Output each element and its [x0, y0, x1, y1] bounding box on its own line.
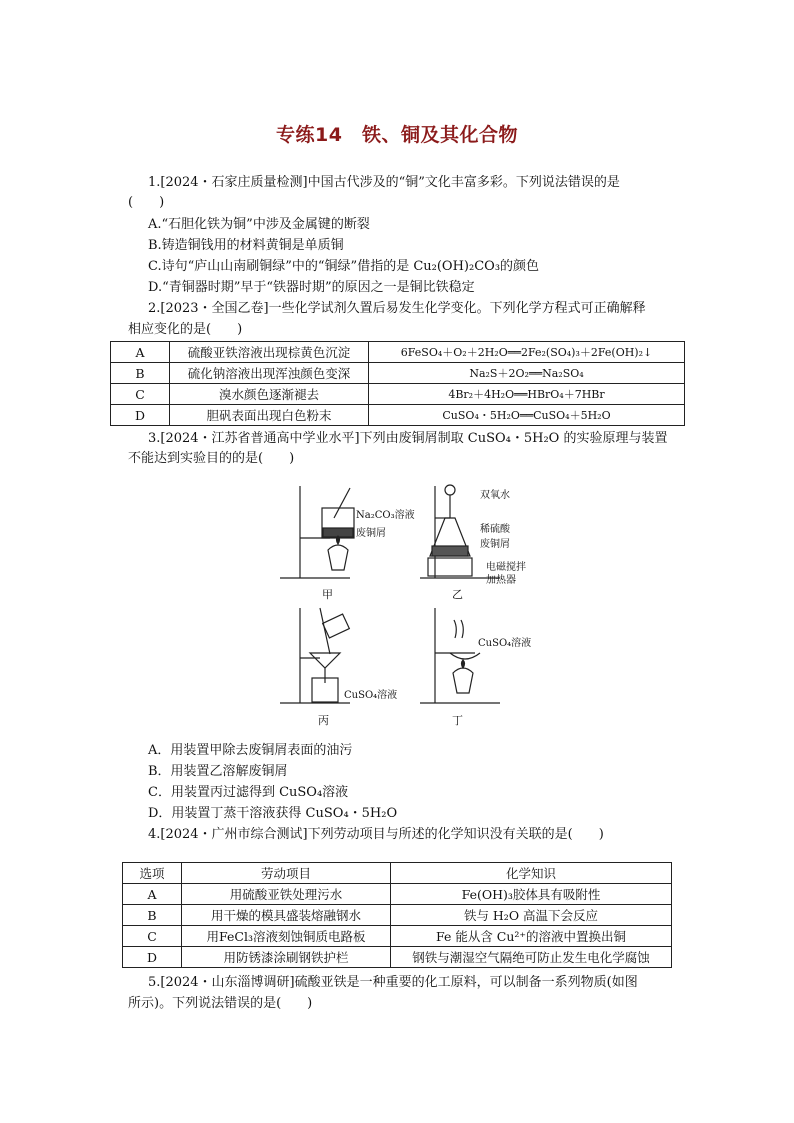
- table-row: [123, 947, 672, 968]
- table-cell: C: [111, 384, 170, 405]
- q1-option-a: A.“石胆化铁为铜”中涉及金属键的断裂: [148, 217, 370, 232]
- table-row: [111, 384, 685, 405]
- table-cell: CuSO₄・5H₂O══CuSO₄＋5H₂O: [369, 405, 685, 426]
- table-cell: 用FeCl₃溶液刻蚀铜质电路板: [182, 926, 391, 947]
- q3-option-b: B．用装置乙溶解废铜屑: [148, 764, 288, 779]
- q3-stem: 3.[2024・江苏省普通高中学业水平]下列由废铜屑制取 CuSO₄・5H₂O 的实验原理与装置: [148, 431, 668, 446]
- label-ding: 丁: [452, 714, 463, 727]
- table-cell: B: [123, 905, 182, 926]
- label-na2co3: Na₂CO₃溶液: [356, 510, 415, 521]
- q3-option-c: C．用装置丙过滤得到 CuSO₄溶液: [148, 785, 349, 800]
- table-cell: 用干燥的模具盛装熔融钢水: [182, 905, 391, 926]
- q4-table: [122, 862, 672, 968]
- label-yi: 乙: [452, 588, 463, 601]
- table-cell: A: [123, 884, 182, 905]
- table-header: 劳动项目: [182, 863, 391, 884]
- table-cell: 4Br₂＋4H₂O══HBrO₄＋7HBr: [369, 384, 685, 405]
- table-cell: Fe 能从含 Cu²⁺的溶液中置换出铜: [391, 926, 672, 947]
- label-cuso4-ding: CuSO₄溶液: [478, 638, 532, 649]
- table-cell: D: [111, 405, 170, 426]
- q5-stem: 5.[2024・山东淄博调研]硫酸亚铁是一种重要的化工原料，可以制备一系列物质(如图: [148, 975, 638, 990]
- table-row: [123, 926, 672, 947]
- label-shuangyangshui: 双氧水: [480, 490, 510, 501]
- q1-stem: 1.[2024・石家庄质量检测]中国古代涉及的“铜”文化丰富多彩。下列说法错误的是: [148, 175, 620, 190]
- q2-table: [110, 341, 685, 426]
- q4-stem: 4.[2024・广州市综合测试]下列劳动项目与所述的化学知识没有关联的是( ): [148, 827, 604, 842]
- table-header-row: [123, 863, 672, 884]
- table-cell: B: [111, 363, 170, 384]
- table-row: [111, 342, 685, 363]
- table-cell: 用防锈漆涂刷钢铁护栏: [182, 947, 391, 968]
- table-cell: 6FeSO₄＋O₂＋2H₂O══2Fe₂(SO₄)₃＋2Fe(OH)₂↓: [369, 342, 685, 363]
- q1-option-d: D.“青铜器时期”早于“铁器时期”的原因之一是铜比铁稳定: [148, 280, 475, 295]
- table-row: [123, 884, 672, 905]
- label-jiareqi: 加热器: [486, 575, 516, 586]
- table-cell: 溴水颜色逐渐褪去: [170, 384, 369, 405]
- table-row: [123, 905, 672, 926]
- q1-option-c: C.诗句“庐山山南刷铜绿”中的“铜绿”借指的是 Cu₂(OH)₂CO₃的颜色: [148, 259, 540, 274]
- table-cell: 钢铁与潮湿空气隔绝可防止发生电化学腐蚀: [391, 947, 672, 968]
- q3-option-a: A．用装置甲除去废铜屑表面的油污: [148, 743, 353, 758]
- q2-stem-2: 相应变化的是( ): [128, 322, 243, 337]
- apparatus-jia: [280, 486, 354, 578]
- apparatus-ding: [420, 608, 500, 703]
- table-cell: 用硫酸亚铁处理污水: [182, 884, 391, 905]
- apparatus-bing: [280, 608, 350, 703]
- table-header: 选项: [123, 863, 182, 884]
- q1-option-b: B.铸造铜钱用的材料黄铜是单质铜: [148, 238, 344, 253]
- table-row: [111, 363, 685, 384]
- label-jiaoban: 电磁搅拌: [486, 562, 526, 573]
- q1-stem-paren: ( ): [128, 195, 165, 210]
- table-cell: Na₂S＋2O₂══Na₂SO₄: [369, 363, 685, 384]
- table-cell: 铁与 H₂O 高温下会反应: [391, 905, 672, 926]
- label-jia: 甲: [322, 588, 333, 601]
- label-feitongxie: 废铜屑: [356, 528, 386, 539]
- table-cell: C: [123, 926, 182, 947]
- q3-option-d: D．用装置丁蒸干溶液获得 CuSO₄・5H₂O: [148, 806, 398, 821]
- table-row: [111, 405, 685, 426]
- table-header: 化学知识: [391, 863, 672, 884]
- q2-stem: 2.[2023・全国乙卷]一些化学试剂久置后易发生化学变化。下列化学方程式可正确解释: [148, 301, 646, 316]
- q5-stem-2: 所示)。下列说法错误的是( ): [128, 996, 313, 1011]
- label-xiliusuan: 稀硫酸: [480, 524, 510, 535]
- table-cell: D: [123, 947, 182, 968]
- table-cell: 胆矾表面出现白色粉末: [170, 405, 369, 426]
- label-feitongxie-2: 废铜屑: [480, 539, 510, 550]
- table-cell: Fe(OH)₃胶体具有吸附性: [391, 884, 672, 905]
- table-cell: 硫酸亚铁溶液出现棕黄色沉淀: [170, 342, 369, 363]
- table-cell: 硫化钠溶液出现浑浊颜色变深: [170, 363, 369, 384]
- table-cell: A: [111, 342, 170, 363]
- label-bing: 丙: [318, 714, 329, 727]
- page-title: 专练14 铁、铜及其化合物: [276, 124, 518, 146]
- q3-stem-2: 不能达到实验目的的是( ): [128, 451, 295, 466]
- label-cuso4-bing: CuSO₄溶液: [344, 690, 398, 701]
